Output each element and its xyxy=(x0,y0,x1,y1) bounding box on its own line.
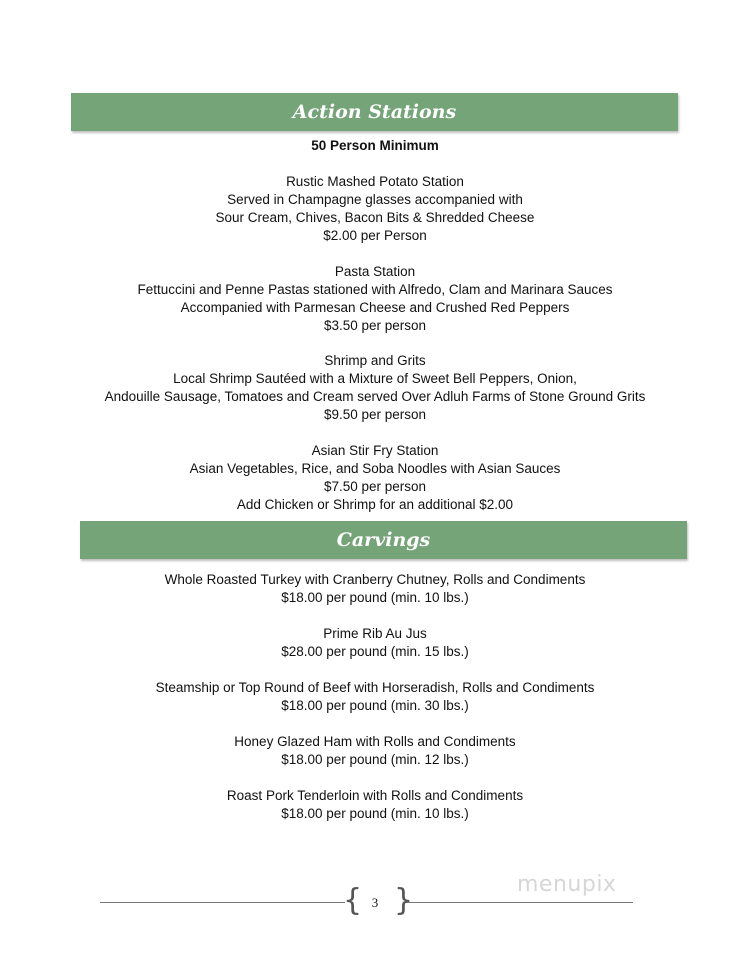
carvings-banner xyxy=(80,521,687,559)
station-name: Shrimp and Grits xyxy=(324,353,426,368)
footer-rule-right xyxy=(405,902,633,903)
carving-price: $18.00 per pound (min. 10 lbs.) xyxy=(281,590,469,605)
carving-prime-rib xyxy=(0,625,750,661)
station-asian-stir-fry xyxy=(0,442,750,514)
carving-honey-ham xyxy=(0,733,750,769)
station-description: Fettuccini and Penne Pastas stationed with Alfredo, Clam and Marinara Sauces xyxy=(137,282,613,297)
carving-name: Whole Roasted Turkey with Cranberry Chutney, Rolls and Condiments xyxy=(164,572,586,587)
station-price: $7.50 per person xyxy=(323,479,427,494)
station-price: $3.50 per person xyxy=(323,318,427,333)
carving-price: $18.00 per pound (min. 30 lbs.) xyxy=(281,698,469,713)
footer-rule-left xyxy=(100,902,345,903)
action-stations-banner xyxy=(71,93,678,131)
carving-price: $28.00 per pound (min. 15 lbs.) xyxy=(281,644,469,659)
station-price: $9.50 per person xyxy=(323,407,427,422)
minimum-note-block xyxy=(0,137,750,155)
station-description: Sour Cream, Chives, Bacon Bits & Shredded Cheese xyxy=(215,210,535,225)
action-stations-title: Action Stations xyxy=(292,101,457,123)
carving-turkey xyxy=(0,571,750,607)
station-description: Asian Vegetables, Rice, and Soba Noodles with Asian Sauces xyxy=(189,461,561,476)
minimum-note: 50 Person Minimum xyxy=(311,138,439,153)
station-description: Served in Champagne glasses accompanied with xyxy=(227,192,523,207)
station-name: Pasta Station xyxy=(334,264,416,279)
station-pasta xyxy=(0,263,750,335)
carving-name: Prime Rib Au Jus xyxy=(323,626,427,641)
station-description: Accompanied with Parmesan Cheese and Crushed Red Peppers xyxy=(180,300,570,315)
carving-name: Steamship or Top Round of Beef with Horseradish, Rolls and Condiments xyxy=(155,680,595,695)
carvings-title: Carvings xyxy=(336,529,431,551)
station-shrimp-grits xyxy=(0,352,750,424)
carving-steamship-beef xyxy=(0,679,750,715)
station-description: Andouille Sausage, Tomatoes and Cream served Over Adluh Farms of Stone Ground Grits xyxy=(104,389,646,404)
carving-name: Roast Pork Tenderloin with Rolls and Condiments xyxy=(226,788,524,803)
station-mashed-potato xyxy=(0,173,750,245)
left-bracket-icon: { xyxy=(343,883,363,918)
station-add-on-note: Add Chicken or Shrimp for an additional $2.00 xyxy=(236,497,514,512)
station-name: Rustic Mashed Potato Station xyxy=(286,174,464,189)
carving-price: $18.00 per pound (min. 12 lbs.) xyxy=(281,752,469,767)
carving-pork-tenderloin xyxy=(0,787,750,823)
right-bracket-icon: } xyxy=(394,883,414,918)
station-price: $2.00 per Person xyxy=(323,228,427,243)
station-name: Asian Stir Fry Station xyxy=(311,443,439,458)
watermark: menupix xyxy=(517,872,617,897)
carving-name: Honey Glazed Ham with Rolls and Condiments xyxy=(234,734,516,749)
carving-price: $18.00 per pound (min. 10 lbs.) xyxy=(281,806,469,821)
station-description: Local Shrimp Sautéed with a Mixture of Sweet Bell Peppers, Onion, xyxy=(173,371,577,386)
page-number: 3 xyxy=(371,895,379,910)
